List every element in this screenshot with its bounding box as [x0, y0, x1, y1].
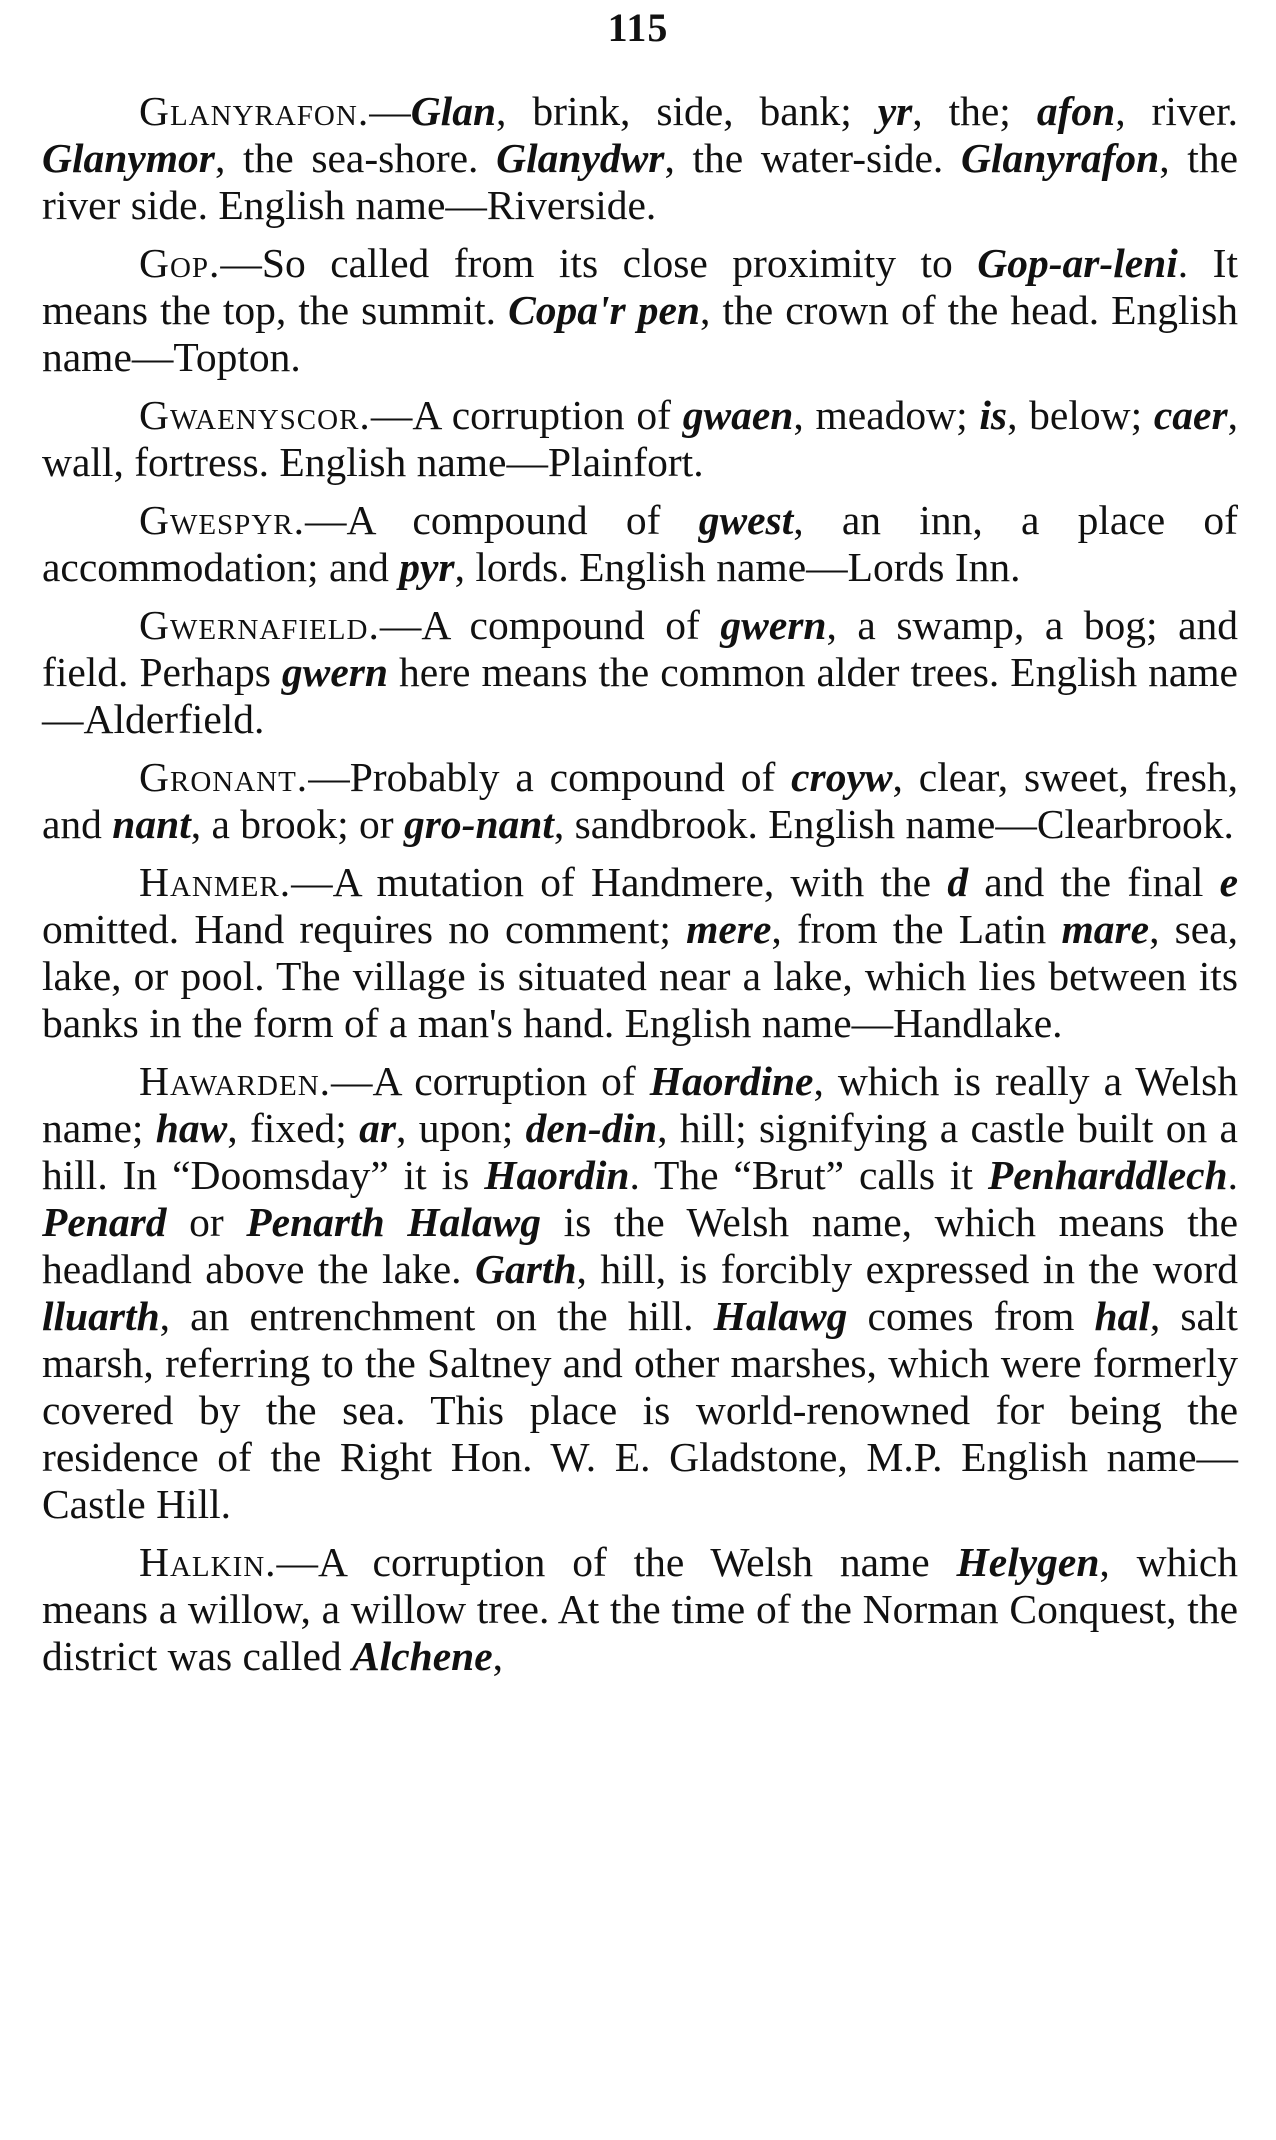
- entry-text: , a brook; or: [190, 801, 404, 847]
- entry-text: —Probably a compound of: [308, 754, 792, 800]
- welsh-term: Glan: [410, 88, 497, 134]
- place-name-entry: [42, 240, 1238, 381]
- entry-text: is the Welsh name, which means the headland above the lake.: [42, 1199, 1238, 1292]
- entry-text: —So called from its close proximity to: [220, 240, 978, 286]
- welsh-term: hal: [1094, 1293, 1150, 1339]
- welsh-term: is: [979, 392, 1008, 438]
- welsh-term: caer: [1153, 392, 1228, 438]
- entry-text: and the final: [968, 859, 1220, 905]
- place-name-entry: [42, 859, 1238, 1047]
- welsh-term: Penharddlech: [987, 1152, 1228, 1198]
- entry-text: —A corruption of the Welsh name: [276, 1539, 957, 1585]
- entry-text: , the sea-shore.: [214, 135, 497, 181]
- entry-text: , upon;: [396, 1105, 526, 1151]
- entry-text: comes from: [847, 1293, 1095, 1339]
- entry-text: —A corruption of: [370, 392, 683, 438]
- entry-text: . It means the top, the summit.: [42, 240, 1238, 333]
- entry-text: , the water-side.: [664, 135, 961, 181]
- welsh-term: e: [1219, 859, 1238, 905]
- entry-text: , river.: [1115, 88, 1238, 134]
- entry-text: .: [1227, 1152, 1239, 1198]
- place-name-entry: [42, 1058, 1238, 1528]
- page-number: 115: [607, 5, 669, 50]
- welsh-term: croyw: [791, 754, 893, 800]
- place-name-entry: [42, 754, 1238, 848]
- entry-text: . The “Brut” calls it: [629, 1152, 988, 1198]
- entry-text: —A compound of: [379, 602, 721, 648]
- entry-headword: Gwaenyscor.: [139, 392, 371, 438]
- welsh-term: gwaen: [682, 392, 794, 438]
- welsh-term: Glanydwr: [496, 135, 665, 181]
- entry-text: , hill, is forcibly expressed in the word: [576, 1246, 1238, 1292]
- entry-headword: Glanyrafon.: [139, 88, 370, 134]
- entry-headword: Gronant.: [139, 754, 309, 800]
- entry-text: , a swamp, a bog; and field. Perhaps: [42, 602, 1239, 695]
- welsh-term: haw: [155, 1105, 228, 1151]
- welsh-term: afon: [1036, 88, 1116, 134]
- entry-text: ,: [492, 1633, 504, 1679]
- entry-text: , an entrenchment on the hill.: [159, 1293, 714, 1339]
- place-name-entry: [42, 1539, 1238, 1680]
- welsh-term: ar: [359, 1105, 397, 1151]
- entry-text: , clear, sweet, fresh, and: [42, 754, 1238, 847]
- welsh-term: pyr: [399, 544, 455, 590]
- entry-text: —: [369, 88, 411, 134]
- gazetteer-entries: [42, 88, 1238, 1691]
- welsh-term: yr: [877, 88, 913, 134]
- welsh-term: mere: [686, 906, 772, 952]
- welsh-term: mare: [1061, 906, 1150, 952]
- welsh-term: Gop-ar-leni: [977, 240, 1178, 286]
- entry-headword: Gwernafield.: [139, 602, 380, 648]
- entry-text: , the;: [912, 88, 1037, 134]
- place-name-entry: [42, 497, 1238, 591]
- entry-text: , which means a willow, a willow tree. At the time of the Norman Conquest, the district was called: [42, 1539, 1239, 1679]
- entry-text: , wall, fortress. English name—Plainfort.: [42, 392, 1239, 485]
- place-name-entry: [42, 392, 1238, 486]
- welsh-term: Glanyrafon: [960, 135, 1160, 181]
- entry-text: , salt marsh, referring to the Saltney and other marshes, which were formerly covered by the sea. This place is world-renowned for being the residence of the Right Hon. W. E. Gladstone, M.P. English name—Castle Hill.: [42, 1293, 1238, 1527]
- entry-text: , sea, lake, or pool. The village is situated near a lake, which lies between its banks in the form of a man's hand. English name—Handlake.: [42, 906, 1238, 1046]
- entry-text: , the river side. English name—Riverside.: [42, 135, 1238, 228]
- welsh-term: d: [947, 859, 969, 905]
- entry-text: , from the Latin: [771, 906, 1062, 952]
- entry-text: —A corruption of: [331, 1058, 650, 1104]
- entry-text: , lords. English name—Lords Inn.: [454, 544, 1021, 590]
- entry-text: , an inn, a place of accommodation; and: [42, 497, 1238, 590]
- welsh-term: Alchene: [352, 1633, 493, 1679]
- entry-headword: Gwespyr.: [139, 497, 305, 543]
- entry-text: here means the common alder trees. English name—Alderfield.: [42, 649, 1238, 742]
- welsh-term: gwern: [720, 602, 827, 648]
- welsh-term: den-din: [525, 1105, 658, 1151]
- entry-text: , hill; signifying a castle built on a hill. In “Doomsday” it is: [42, 1105, 1238, 1198]
- entry-text: —A mutation of Handmere, with the: [291, 859, 948, 905]
- entry-headword: Hawarden.: [139, 1058, 332, 1104]
- welsh-term: Penarth Halawg: [246, 1199, 542, 1245]
- welsh-term: gwest: [698, 497, 794, 543]
- welsh-term: Helygen: [956, 1539, 1100, 1585]
- welsh-term: Haordin: [484, 1152, 630, 1198]
- welsh-term: Glanymor: [42, 135, 215, 181]
- entry-text: , brink, side, bank;: [496, 88, 878, 134]
- welsh-term: gwern: [281, 649, 388, 695]
- entry-text: , below;: [1007, 392, 1154, 438]
- entry-headword: Hanmer.: [139, 859, 292, 905]
- welsh-term: nant: [112, 801, 191, 847]
- welsh-term: Copa'r pen: [508, 287, 700, 333]
- welsh-term: Garth: [475, 1246, 577, 1292]
- welsh-term: Haordine: [649, 1058, 814, 1104]
- place-name-entry: [42, 88, 1238, 229]
- entry-text: , meadow;: [793, 392, 980, 438]
- entry-text: , sandbrook. English name—Clearbrook.: [553, 801, 1234, 847]
- place-name-entry: [42, 602, 1238, 743]
- entry-text: omitted. Hand requires no comment;: [42, 906, 687, 952]
- welsh-term: Penard: [42, 1199, 167, 1245]
- welsh-term: gro-nant: [403, 801, 554, 847]
- welsh-term: Halawg: [713, 1293, 848, 1339]
- entry-headword: Halkin.: [139, 1539, 277, 1585]
- entry-headword: Gop.: [139, 240, 221, 286]
- entry-text: , the crown of the head. English name—Topton.: [42, 287, 1238, 380]
- entry-text: or: [166, 1199, 247, 1245]
- entry-text: , fixed;: [227, 1105, 360, 1151]
- welsh-term: lluarth: [42, 1293, 160, 1339]
- entry-text: , which is really a Welsh name;: [42, 1058, 1238, 1151]
- entry-text: —A compound of: [304, 497, 699, 543]
